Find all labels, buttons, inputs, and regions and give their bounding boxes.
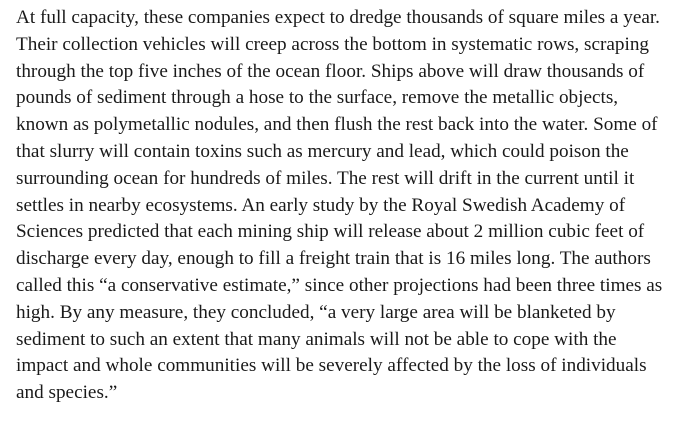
paragraph-line-10: discharge every day, enough to fill a freight train that is 16 miles long. The authors [16, 248, 651, 270]
paragraph-line-7: surrounding ocean for hundreds of miles. The rest will drift in the current until it [16, 167, 635, 189]
paragraph-line-5: known as polymetallic nodules, and then flush the rest back into the water. Some of [16, 114, 658, 136]
paragraph-line-2: Their collection vehicles will creep across the bottom in systematic rows, scraping [16, 33, 650, 55]
paragraph-line-8: settles in nearby ecosystems. An early study by the Royal Swedish Academy of [16, 194, 626, 216]
paragraph-line-1: At full capacity, these companies expect to dredge thousands of square miles a year. [16, 7, 660, 28]
paragraph-line-9: Sciences predicted that each mining ship will release about 2 million cubic feet of [16, 221, 645, 243]
paragraph-line-6: that slurry will contain toxins such as mercury and lead, which could poison the [16, 140, 629, 162]
paragraph-line-11: called this “a conservative estimate,” since other projections had been three times as [16, 274, 663, 296]
paragraph-line-3: through the top five inches of the ocean floor. Ships above will draw thousands of [16, 60, 645, 82]
paragraph-line-15: and species.” [16, 382, 118, 404]
paragraph-line-13: sediment to such an extent that many animals will not be able to cope with the [16, 328, 617, 350]
paragraph-line-12: high. By any measure, they concluded, “a very large area will be blanketed by [16, 301, 616, 323]
paragraph-line-4: pounds of sediment through a hose to the surface, remove the metallic objects, [16, 87, 619, 109]
article-paragraph [16, 5, 688, 407]
paragraph-line-14: impact and whole communities will be severely affected by the loss of individuals [16, 355, 647, 377]
